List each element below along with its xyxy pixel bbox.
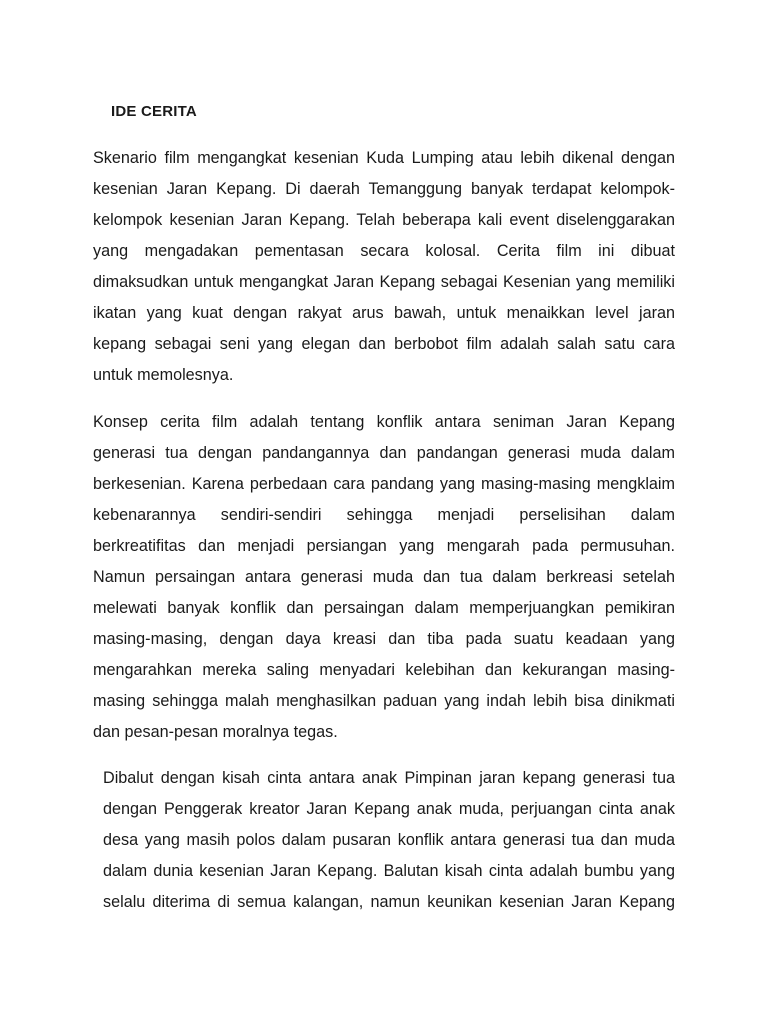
paragraph-line: ikatan yang kuat dengan rakyat arus bawah, untuk menaikkan level jaran — [93, 304, 675, 322]
paragraph-1 — [93, 143, 675, 391]
paragraph-line: generasi tua dengan pandangannya dan pandangan generasi muda dalam — [93, 444, 675, 462]
paragraph-3 — [103, 763, 675, 918]
paragraph-line: selalu diterima di semua kalangan, namun keunikan kesenian Jaran Kepang — [103, 893, 675, 911]
paragraph-2 — [93, 407, 675, 748]
paragraph-line: kesenian Jaran Kepang. Di daerah Temanggung banyak terdapat kelompok- — [93, 180, 675, 198]
document-heading: IDE CERITA — [111, 103, 197, 120]
paragraph-line: Konsep cerita film adalah tentang konflik antara seniman Jaran Kepang — [93, 413, 675, 431]
paragraph-line: dimaksudkan untuk mengangkat Jaran Kepang sebagai Kesenian yang memiliki — [93, 273, 675, 291]
paragraph-line: dalam dunia kesenian Jaran Kepang. Balutan kisah cinta adalah bumbu yang — [103, 862, 675, 880]
paragraph-line: yang mengadakan pementasan secara kolosal. Cerita film ini dibuat — [93, 242, 675, 260]
paragraph-line: Dibalut dengan kisah cinta antara anak Pimpinan jaran kepang generasi tua — [103, 769, 675, 787]
paragraph-line: dengan Penggerak kreator Jaran Kepang anak muda, perjuangan cinta anak — [103, 800, 675, 818]
paragraph-line: kepang sebagai seni yang elegan dan berbobot film adalah salah satu cara — [93, 335, 675, 353]
paragraph-line: kelompok kesenian Jaran Kepang. Telah beberapa kali event diselenggarakan — [93, 211, 675, 229]
paragraph-line: kebenarannya sendiri-sendiri sehingga menjadi perselisihan dalam — [93, 506, 675, 524]
paragraph-line: berkreatifitas dan menjadi persiangan yang mengarah pada permusuhan. — [93, 537, 675, 555]
paragraph-line: Skenario film mengangkat kesenian Kuda Lumping atau lebih dikenal dengan — [93, 149, 675, 167]
paragraph-line: dan pesan-pesan moralnya tegas. — [93, 723, 338, 741]
paragraph-line: mengarahkan mereka saling menyadari kelebihan dan kekurangan masing- — [93, 661, 675, 679]
paragraph-line: masing sehingga malah menghasilkan paduan yang indah lebih bisa dinikmati — [93, 692, 675, 710]
paragraph-line: desa yang masih polos dalam pusaran konflik antara generasi tua dan muda — [103, 831, 675, 849]
paragraph-line: melewati banyak konflik dan persaingan dalam memperjuangkan pemikiran — [93, 599, 675, 617]
paragraph-line: Namun persaingan antara generasi muda dan tua dalam berkreasi setelah — [93, 568, 675, 586]
paragraph-line: masing-masing, dengan daya kreasi dan tiba pada suatu keadaan yang — [93, 630, 675, 648]
paragraph-line: berkesenian. Karena perbedaan cara pandang yang masing-masing mengklaim — [93, 475, 675, 493]
paragraph-line: untuk memolesnya. — [93, 366, 234, 384]
